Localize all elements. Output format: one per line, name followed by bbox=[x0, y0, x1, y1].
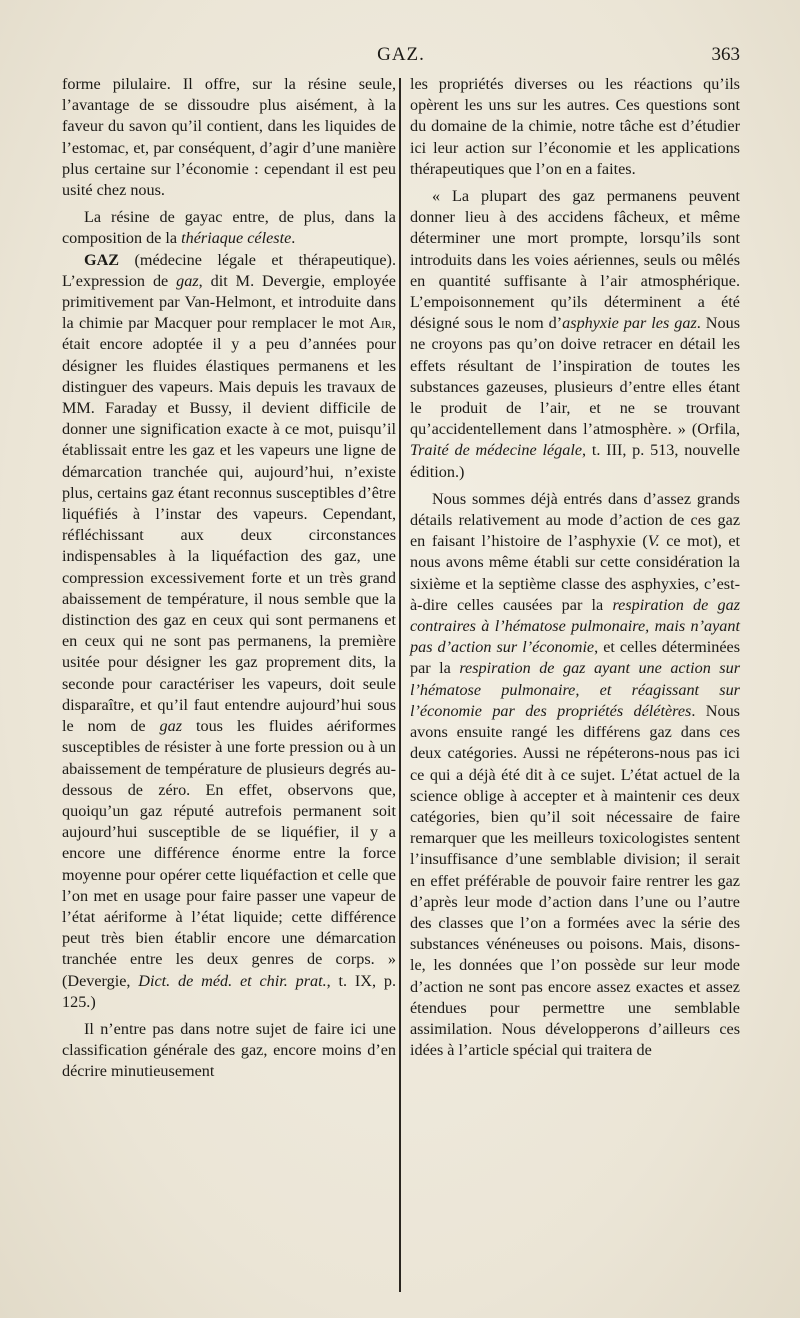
text-run: , était encore adoptée il y a peu d’années pour désigner les fluides élastiques permanens et les distinguer des vapeurs. Mais depuis les travaux de MM. Faraday et Bussy, il devient difficile de donner une signification exacte à ce mot, puisqu’il établissait entre les gaz et les vapeurs une ligne de démarcation tranchée qui, aujourd’hui, n’existe plus, certains gaz étant reconnus susceptibles d’être liquéfiés à l’instar des vapeurs. Cependant, réfléchissant aux deux circonstances indispensables à la liquéfaction des gaz, une compression excessivement forte et un très grand abaissement de température, il nous semble que la distinction des gaz en ceux qui sont permanens et en ceux qui ne sont pas permanens, la première usitée pour désigner les gaz proprement dits, la seconde pour caractériser les vapeurs, doit seule disparaître, et qu’il faut entendre aujourd’hui sous le nom de bbox=[62, 314, 396, 736]
text-run: « La plupart des gaz permanens peuvent donner lieu à des accidens fâcheux, et même déterminer une mort prompte, lorsqu’ils sont introduits dans les voies aériennes, seuls ou mêlés en quantité suffisante à l’air atmosphérique. L’empoisonnement qu’ils déterminent a été désigné sous le nom d’ bbox=[410, 187, 740, 333]
text-run: ce mot), et nous avons même établi sur cette considération la sixième et la septième classe des asphyxies, c’est-à-dire celles causées par la bbox=[410, 532, 740, 614]
italic-term: V. bbox=[647, 532, 660, 551]
citation-title: Traité de médecine légale bbox=[410, 441, 582, 460]
text-run: . bbox=[291, 229, 296, 248]
text-run: Nous sommes déjà entrés dans d’assez grands détails relativement au mode d’action de ces gaz en faisant l’histoire de l’asphyxie ( bbox=[410, 489, 740, 551]
citation-title: Dict. de méd. et chir. prat. bbox=[138, 971, 327, 990]
italic-term: gaz bbox=[176, 271, 199, 290]
italic-term: respiration de gaz contraires à l’hématose pulmonaire, mais n’ayant pas d’action sur l’économie bbox=[410, 595, 740, 657]
right-column bbox=[410, 74, 740, 1061]
text-run: tous les fluides aériformes susceptibles de résister à une forte pression ou à un abaissement de température de plusieurs degrés au-dessous de zéro. En effet, observons que, quoiqu’un gaz réputé autrefois permanent soit aujourd’hui susceptible de se liquéfier, il y a encore une différence énorme entre la force moyenne pour opérer cette liquéfaction et celle que l’on met en usage pour faire passer une vapeur de l’état aériforme à l’état liquide; cette différence peut très bien établir encore une démarcation tranchée entre les deux genres de corps. » (Devergie, bbox=[62, 717, 397, 990]
entry-headword: GAZ bbox=[84, 250, 120, 269]
right-paragraph-3 bbox=[410, 489, 740, 1061]
right-paragraph-1: les propriétés diverses ou les réactions qu’ils opèrent les uns sur les autres. Ces questions sont du domaine de la chimie, notre tâche est d’étudier ici leur action sur l’économie et les applications thérapeutiques que l’on en a faites. bbox=[410, 75, 740, 178]
text-run: . Nous avons ensuite rangé les différens gaz dans ces deux catégories. Aussi ne répéterons-nous pas ici ce qui a déjà été dit à ce sujet. L’état actuel de la science oblige à accepter et à maintenir ces deux catégories, bien qu’il soit nécessaire de faire remarquer que les meilleurs toxicologistes sentent l’insuffisance d’une semblable division; il serait en effet préférable de pouvoir faire rentrer les gaz d’après leur mode d’action dans l’une ou l’autre des classes que l’on a formées avec la série des substances vénéneuses ou poisons. Mais, disons-le, les données que l’on possède sur leur mode d’action ne sont pas encore assez exactes et assez étendues pour permettre une semblable assimilation. Nous développerons d’ailleurs ces idées à l’article spécial qui traitera de bbox=[410, 701, 740, 1060]
running-title: GAZ. bbox=[377, 44, 425, 65]
page-number: 363 bbox=[711, 44, 740, 65]
running-head bbox=[62, 44, 740, 70]
text-run: La résine de gayac entre, de plus, dans la composition de la bbox=[62, 208, 396, 248]
column-divider bbox=[399, 78, 401, 1292]
small-caps-term: Air bbox=[369, 314, 392, 333]
text-run: , t. IX, p. 125.) bbox=[62, 971, 396, 1011]
italic-term: asphyxie par les gaz bbox=[562, 314, 697, 333]
left-paragraph-1: forme pilulaire. Il offre, sur la résine seule, l’avantage de se dissoudre plus aisément, à la faveur du savon qu’il contient, dans les liquides de l’estomac, et, par conséquent, d’agir d’une manière plus certaine sur l’économie : cependant il est peu usité chez nous. bbox=[62, 75, 396, 200]
text-run: (médecine légale et thérapeutique). L’expression de bbox=[62, 250, 396, 290]
text-run: . Nous ne croyons pas qu’on doive retracer en détail les effets résultant de l’inspiration de toutes les substances gazeuses, plusieurs d’entre elles étant le produit de l’air, et ne se trouvant qu’accidentellement dans l’atmosphère. » (Orfila, bbox=[410, 314, 740, 439]
left-column bbox=[62, 74, 396, 1083]
italic-term: thériaque céleste bbox=[181, 229, 292, 248]
text-run: , et celles déterminées par la bbox=[410, 638, 740, 678]
left-paragraph-2 bbox=[62, 207, 396, 249]
italic-term: gaz bbox=[159, 717, 183, 736]
text-run: , t. III, p. 513, nouvelle édition.) bbox=[410, 441, 740, 481]
left-paragraph-4: Il n’entre pas dans notre sujet de faire ici une classification générale des gaz, encore moins d’en décrire minutieusement bbox=[62, 1019, 396, 1081]
text-run: , dit M. Devergie, employée primitivement par Van-Helmont, et introduite dans la chimie par Macquer pour remplacer le mot bbox=[62, 271, 396, 333]
entry-gaz bbox=[62, 250, 396, 1013]
right-paragraph-2 bbox=[410, 186, 740, 483]
italic-term: respiration de gaz ayant une action sur l’hématose pulmonaire, et réagissant sur l’économie par des propriétés délétères bbox=[410, 659, 740, 720]
